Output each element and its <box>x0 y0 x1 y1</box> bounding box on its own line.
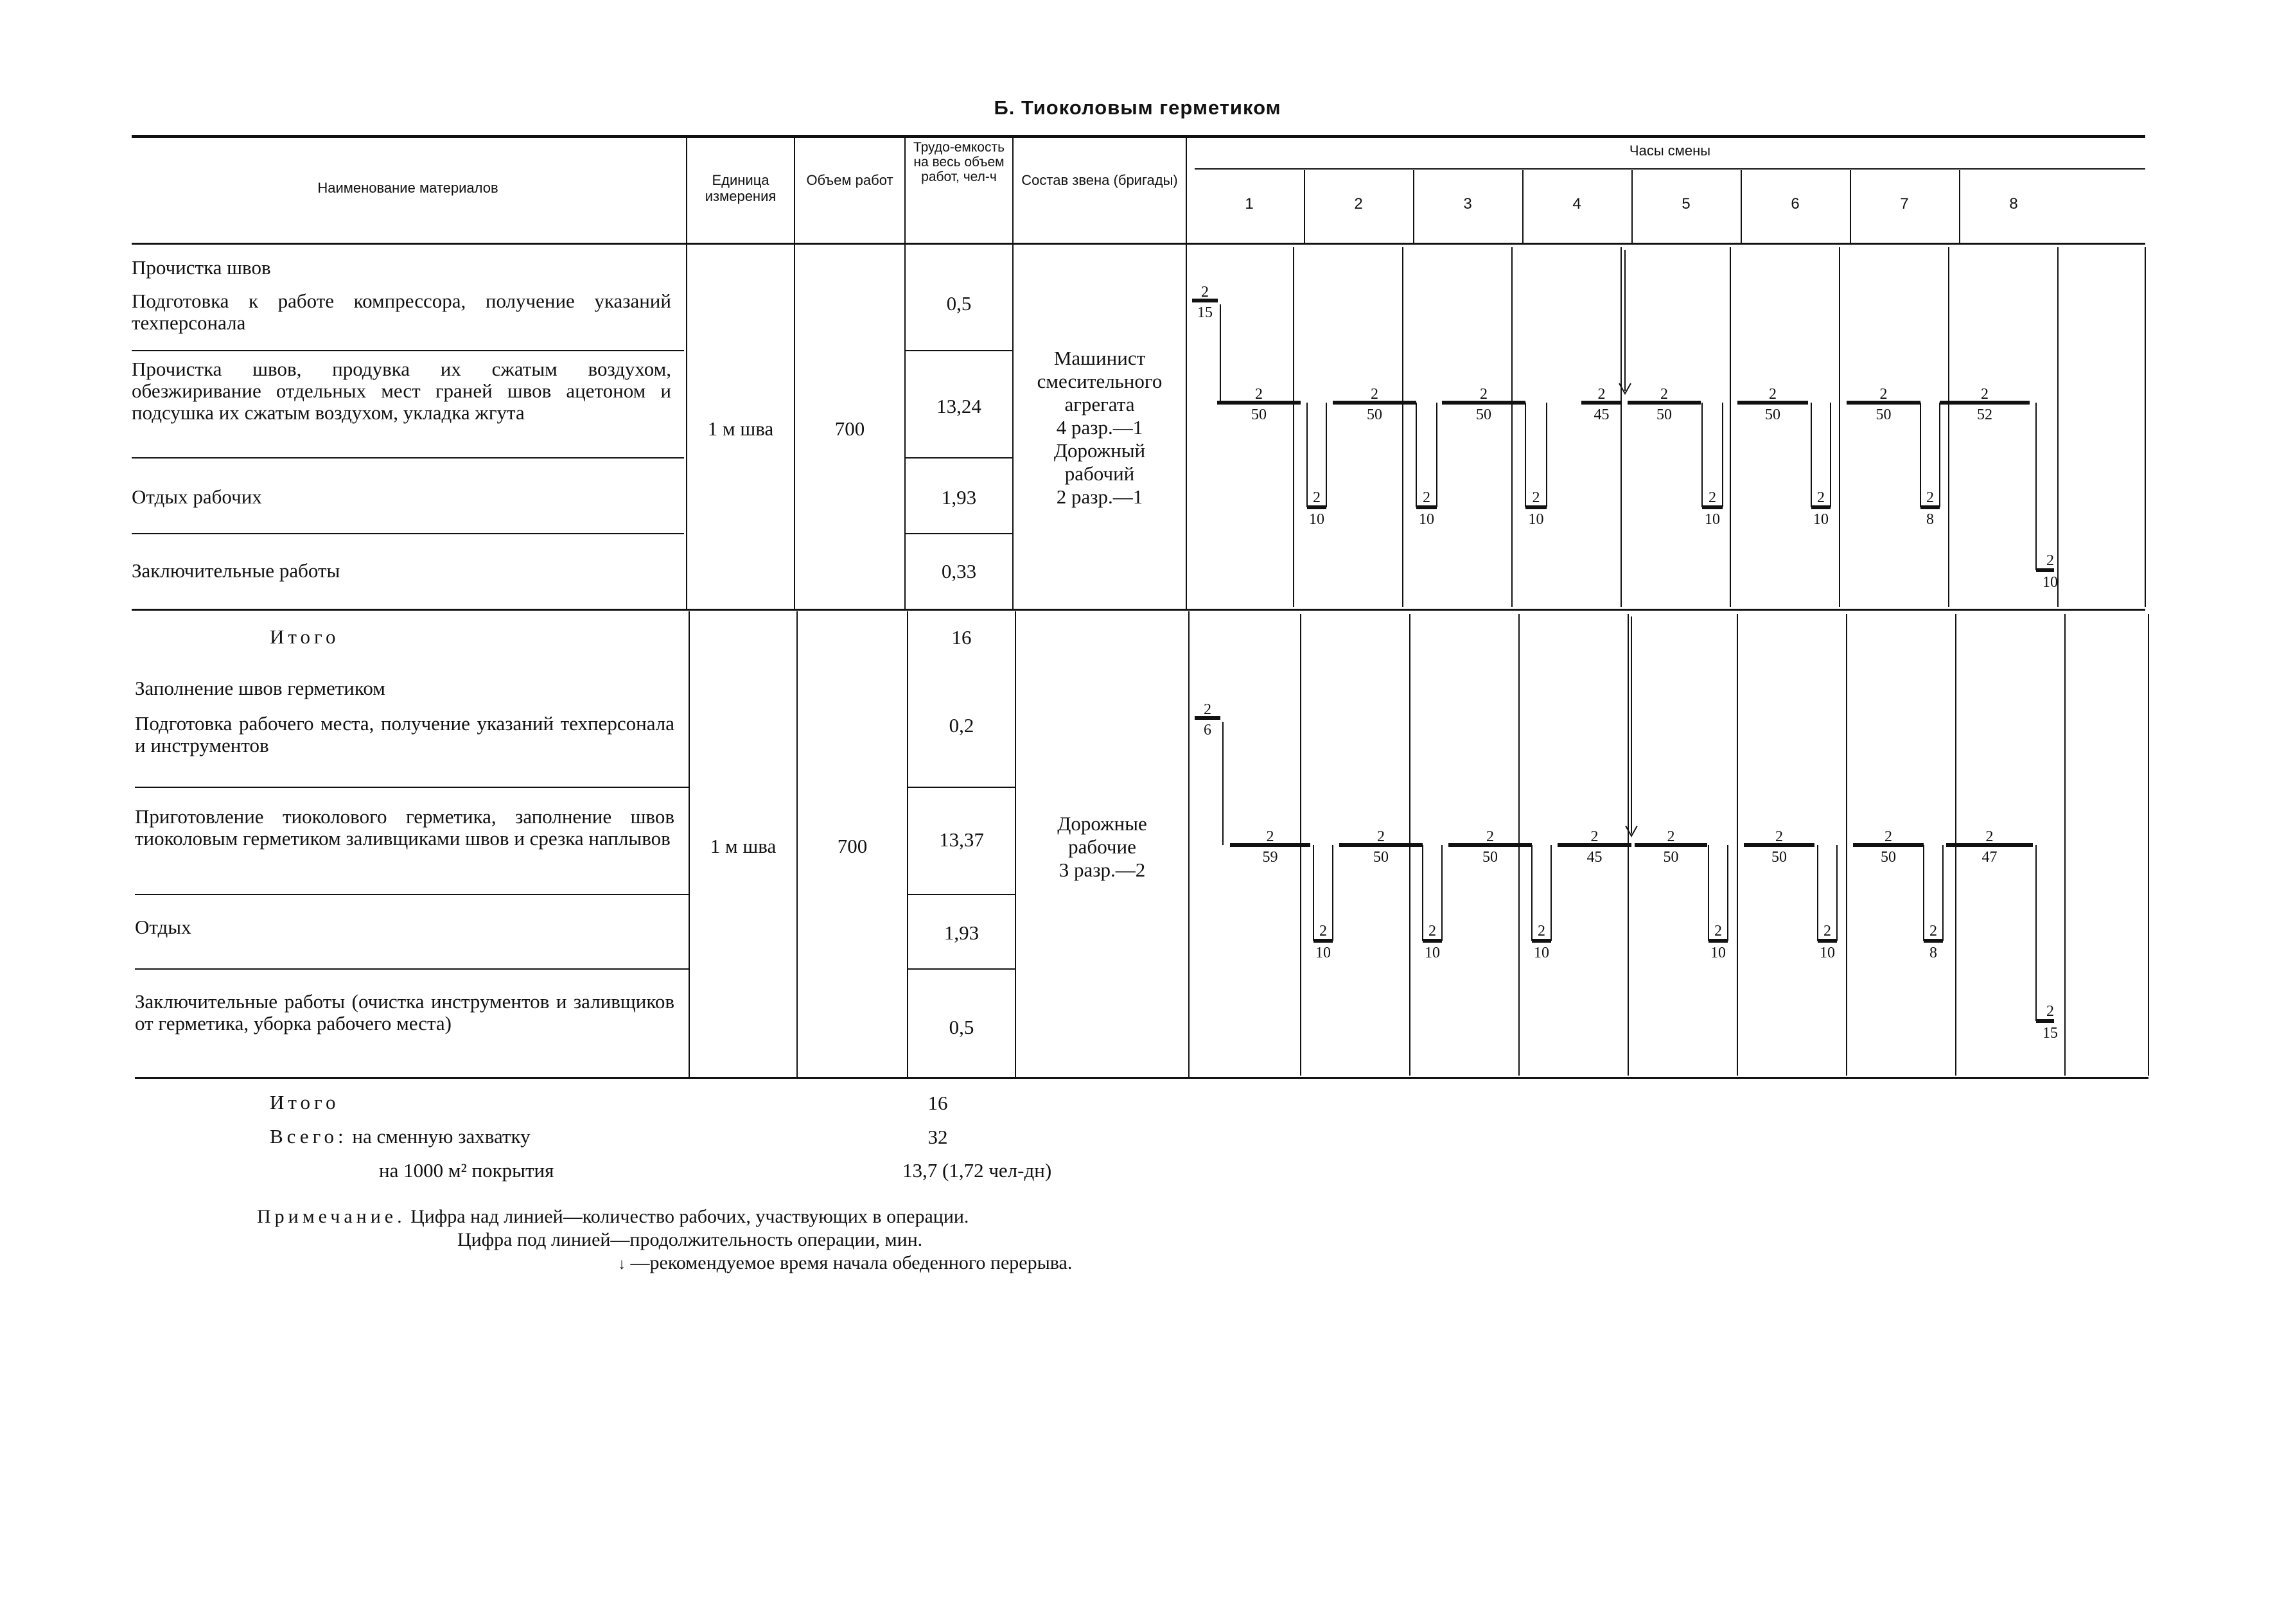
section1-heading: Прочистка швов <box>132 256 271 279</box>
schedule-worker-count: 2 <box>1255 386 1263 403</box>
hour-column-label: 7 <box>1900 195 1909 213</box>
schedule-worker-count: 2 <box>1769 386 1777 403</box>
schedule-worker-count: 2 <box>1486 828 1494 845</box>
s1-row3-name: Отдых рабочих <box>132 485 262 508</box>
schedule-duration-minutes: 10 <box>1309 511 1324 528</box>
schedule-duration-minutes: 10 <box>1419 511 1434 528</box>
schedule-worker-count: 2 <box>1667 828 1675 845</box>
note-text1: Цифра над линией—количество рабочих, участвующих в операции. <box>410 1206 969 1227</box>
schedule-worker-count: 2 <box>1985 828 1994 845</box>
schedule-worker-count: 2 <box>1775 828 1783 845</box>
schedule-worker-count: 2 <box>1201 284 1209 301</box>
total2-label-text: Итого <box>270 1091 340 1113</box>
schedule-duration-minutes: 10 <box>1705 511 1720 528</box>
s1-labor-3: 1,93 <box>941 486 977 509</box>
s1-row2-name: Прочистка швов, продувка их сжатым воздухом, обезжиривание отдельных мест граней швов ацетоном и подсушка их сжатым воздухом, укладка жгута <box>132 358 671 424</box>
hour-column-label: 4 <box>1572 195 1581 213</box>
s1-crew-line: 4 разр.—1 <box>1056 416 1143 439</box>
schedule-duration-minutes: 10 <box>1813 511 1829 528</box>
schedule-worker-count: 2 <box>1590 828 1599 845</box>
grand-shift-label: на сменную захватку <box>352 1125 531 1148</box>
note-label: Примечание. <box>257 1206 406 1227</box>
note-line2: Цифра под линией—продолжительность операции, мин. <box>457 1229 923 1250</box>
grand-area-label: на 1000 м² покрытия <box>379 1159 554 1182</box>
schedule-duration-minutes: 50 <box>1663 849 1679 866</box>
schedule-duration-minutes: 45 <box>1586 849 1603 866</box>
s1-crew-line: Машинист <box>1053 347 1146 369</box>
schedule-duration-minutes: 50 <box>1656 406 1672 423</box>
s1-labor-1: 0,5 <box>946 292 972 315</box>
hour-column-label: 5 <box>1682 195 1691 213</box>
s2-crew-line: рабочие <box>1068 835 1136 858</box>
grand-shift-value: 32 <box>927 1126 948 1148</box>
s1-crew-line: 2 разр.—1 <box>1056 485 1143 508</box>
schedule-worker-count: 2 <box>1879 386 1888 403</box>
schedule-worker-count: 2 <box>1266 828 1274 845</box>
schedule-duration-minutes: 10 <box>1425 945 1440 961</box>
schedule-duration-minutes: 45 <box>1594 406 1610 423</box>
schedule-worker-count: 2 <box>2046 552 2054 569</box>
schedule-worker-count: 2 <box>1926 489 1934 506</box>
schedule-duration-minutes: 52 <box>1977 406 1992 423</box>
s1-volume: 700 <box>834 417 865 440</box>
page-title: Б. Тиоколовым герметиком <box>994 96 1281 119</box>
schedule-duration-minutes: 50 <box>1482 849 1498 866</box>
schedule-duration-minutes: 6 <box>1204 722 1211 738</box>
schedule-duration-minutes: 15 <box>2042 1025 2058 1042</box>
schedule-worker-count: 2 <box>1981 386 1989 403</box>
header-unit: Единица измерения <box>705 172 777 204</box>
schedule-worker-count: 2 <box>1371 386 1378 403</box>
schedule-worker-count: 2 <box>1204 701 1211 718</box>
schedule-worker-count: 2 <box>1319 923 1327 939</box>
schedule-duration-minutes: 10 <box>2042 574 2058 591</box>
s1-crew-line: Дорожный <box>1053 439 1146 462</box>
s2-crew-line: 3 разр.—2 <box>1058 859 1146 881</box>
s1-row1-name: Подготовка к работе компрессора, получение указаний техперсонала <box>132 290 671 334</box>
note-line3 <box>618 1252 1072 1275</box>
s2-row4-name: Заключительные работы (очистка инструментов и заливщиков от герметика, уборка рабочего места) <box>135 990 674 1035</box>
schedule-worker-count: 2 <box>1423 489 1430 506</box>
schedule-duration-minutes: 10 <box>1534 945 1549 961</box>
schedule-duration-minutes: 50 <box>1765 406 1780 423</box>
grand-shift-row <box>270 1126 848 1148</box>
schedule-duration-minutes: 15 <box>1197 304 1213 321</box>
s2-row1-name: Подготовка рабочего места, получение указаний техперсонала и инструментов <box>135 712 674 756</box>
grand-area-value: 13,7 (1,72 чел-дн) <box>902 1159 1052 1182</box>
s1-unit: 1 м шва <box>707 417 774 440</box>
total1-labor: 16 <box>951 626 972 649</box>
schedule-worker-count: 2 <box>1377 828 1385 845</box>
schedule-duration-minutes: 8 <box>1929 945 1937 961</box>
schedule-worker-count: 2 <box>1313 489 1321 506</box>
s1-crew-line: смесительного <box>1037 370 1163 392</box>
schedule-duration-minutes: 59 <box>1262 849 1278 866</box>
schedule-worker-count: 2 <box>1660 386 1668 403</box>
schedule-duration-minutes: 47 <box>1981 849 1998 866</box>
s1-crew-line: рабочий <box>1064 462 1135 485</box>
schedule-worker-count: 2 <box>1714 923 1722 939</box>
total1-label-text: Итого <box>270 625 340 648</box>
schedule-worker-count: 2 <box>1929 923 1937 939</box>
schedule-duration-minutes: 10 <box>1315 945 1331 961</box>
s2-labor-4: 0,5 <box>949 1016 974 1038</box>
section2-heading: Заполнение швов герметиком <box>135 677 385 699</box>
s1-crew-line: агрегата <box>1064 393 1135 415</box>
note-text3: —рекомендуемое время начала обеденного перерыва. <box>630 1252 1073 1273</box>
schedule-duration-minutes: 50 <box>1771 849 1787 866</box>
header-crew: Состав звена (бригады) <box>1021 172 1178 188</box>
hour-column-label: 3 <box>1463 195 1472 213</box>
s2-row2-name: Приготовление тиоколового герметика, заполнение швов тиоколовым герметиком заливщиками швов и срезка наплывов <box>135 805 674 850</box>
schedule-duration-minutes: 10 <box>1820 945 1835 961</box>
total2-labor: 16 <box>927 1092 948 1114</box>
s1-labor-2: 13,24 <box>936 395 981 417</box>
schedule-worker-count: 2 <box>1823 923 1831 939</box>
header-hours-title: Часы смены <box>1629 143 1711 159</box>
note-line1 <box>257 1206 969 1228</box>
schedule-worker-count: 2 <box>1538 923 1545 939</box>
hour-column-label: 6 <box>1791 195 1800 213</box>
schedule-duration-minutes: 50 <box>1373 849 1389 866</box>
schedule-worker-count: 2 <box>1480 386 1488 403</box>
schedule-worker-count: 2 <box>1597 386 1606 403</box>
schedule-duration-minutes: 10 <box>1528 511 1544 528</box>
s2-labor-2: 13,37 <box>939 828 984 851</box>
schedule-worker-count: 2 <box>1428 923 1436 939</box>
schedule-worker-count: 2 <box>2046 1003 2054 1020</box>
s2-row3-name: Отдых <box>135 916 191 938</box>
hour-column-label: 8 <box>2009 195 2018 213</box>
s2-unit: 1 м шва <box>710 835 777 857</box>
schedule-duration-minutes: 50 <box>1476 406 1491 423</box>
schedule-duration-minutes: 10 <box>1710 945 1726 961</box>
schedule-worker-count: 2 <box>1708 489 1716 506</box>
header-volume: Объем работ <box>806 172 893 188</box>
header-labor: Трудо-емкость на весь объем работ, чел-ч <box>913 140 1005 184</box>
down-arrow-icon: ↓ <box>618 1256 626 1273</box>
s2-crew-line: Дорожные <box>1057 812 1147 835</box>
s2-volume: 700 <box>837 835 868 857</box>
schedule-worker-count: 2 <box>1817 489 1825 506</box>
hour-column-label: 1 <box>1245 195 1254 213</box>
schedule-duration-minutes: 50 <box>1367 406 1382 423</box>
schedule-duration-minutes: 50 <box>1875 406 1892 423</box>
s2-labor-1: 0,2 <box>949 714 974 737</box>
schedule-duration-minutes: 8 <box>1926 511 1934 528</box>
s2-labor-3: 1,93 <box>944 921 979 944</box>
schedule-duration-minutes: 50 <box>1251 406 1267 423</box>
schedule-worker-count: 2 <box>1884 828 1892 845</box>
header-name: Наименование материалов <box>317 180 498 196</box>
hour-column-label: 2 <box>1354 195 1363 213</box>
grand-label: Всего: <box>270 1125 347 1148</box>
schedule-worker-count: 2 <box>1532 489 1540 506</box>
s1-labor-4: 0,33 <box>941 560 977 582</box>
schedule-duration-minutes: 50 <box>1881 849 1896 866</box>
total2-label <box>270 1092 527 1113</box>
s1-row4-name: Заключительные работы <box>132 559 340 582</box>
